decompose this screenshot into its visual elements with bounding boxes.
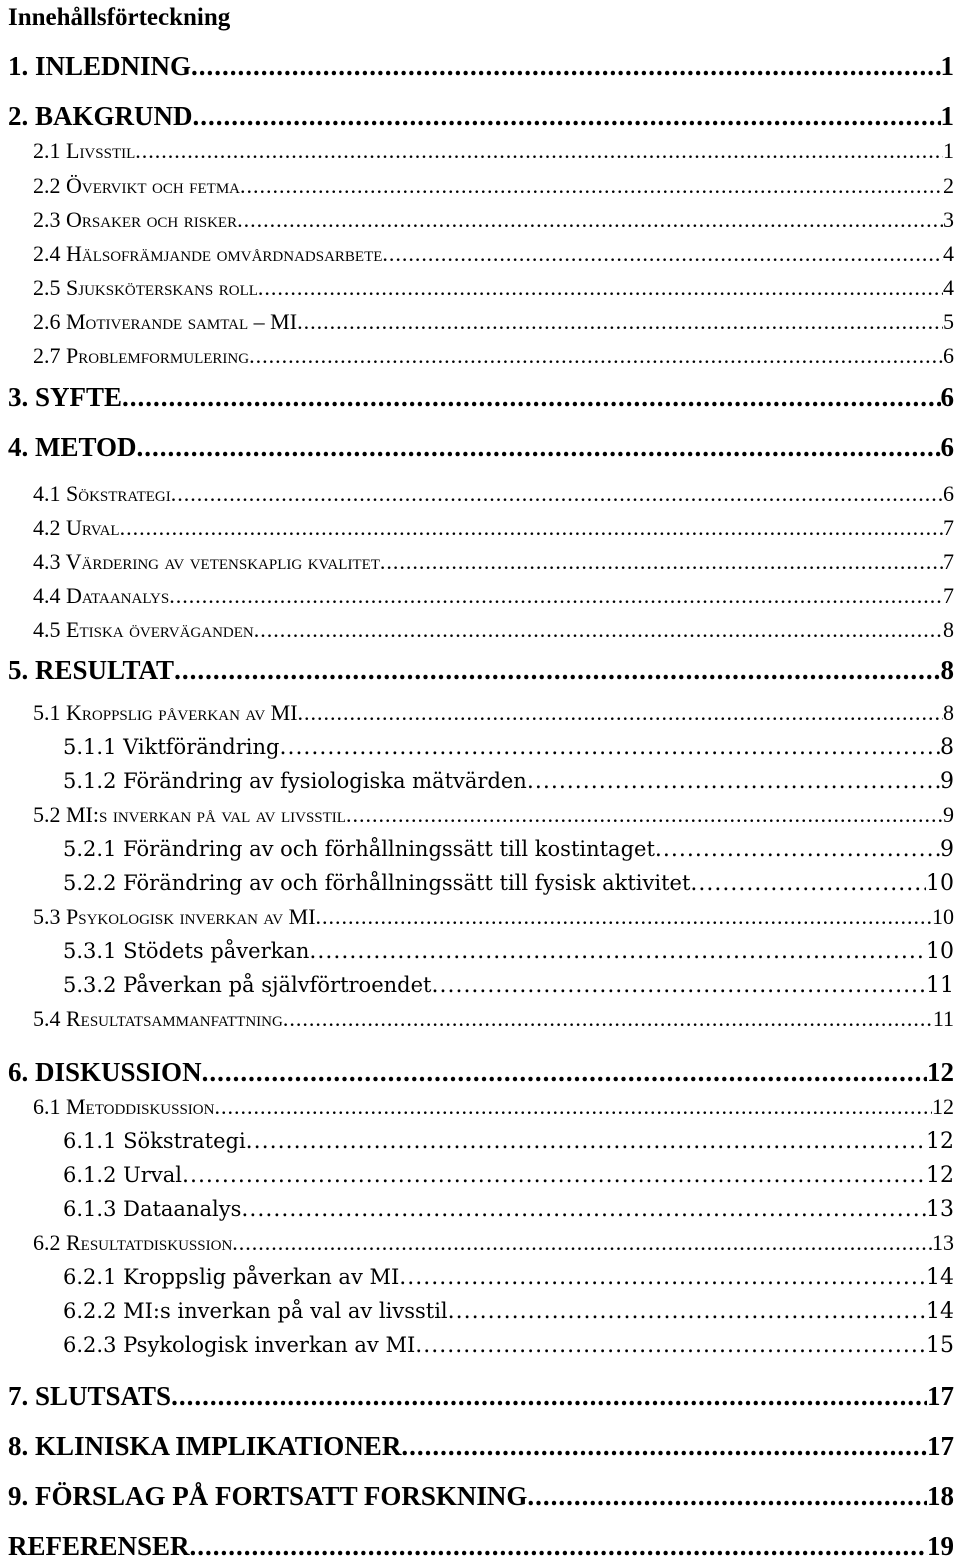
dot-leader: [415, 1329, 926, 1363]
dot-leader: [191, 46, 940, 86]
toc-entry-label: 4.5 Etiska överväganden: [33, 617, 254, 642]
toc-entry-page-number: 12: [932, 1094, 954, 1119]
dot-leader: [174, 650, 940, 690]
toc-entry-label: 4.3 Värdering av vetenskaplig kvalitet: [33, 549, 380, 574]
toc-entry-page-number: 17: [927, 1431, 954, 1461]
toc-entry-label: 6. DISKUSSION: [8, 1057, 202, 1087]
toc-entry-level2[interactable]: [0, 134, 960, 168]
toc-entry-page-number: 1: [943, 138, 954, 163]
toc-entry-level2[interactable]: [0, 305, 960, 339]
toc-entry-label: 8. KLINISKA IMPLIKATIONER: [8, 1431, 402, 1461]
toc-entry-label: 2. BAKGRUND: [8, 101, 193, 131]
toc-entry-label: 6.2.2 MI:s inverkan på val av livsstil: [63, 1299, 448, 1323]
dot-leader: [193, 96, 941, 136]
toc-entry-page-number: 17: [927, 1381, 954, 1411]
toc-entry-page-number: 12: [927, 1057, 954, 1087]
toc-entry-level2[interactable]: [0, 477, 960, 511]
toc-entry-page-number: 18: [927, 1481, 954, 1511]
dot-leader: [380, 545, 943, 579]
dot-leader: [279, 731, 940, 765]
toc-entry-label: 2.4 Hälsofrämjande omvårdnadsarbete: [33, 241, 383, 266]
toc-entry-level3[interactable]: [0, 934, 960, 968]
toc-entry-page-number: 6: [943, 481, 954, 506]
toc-entry-label: 6.2.3 Psykologisk inverkan av MI: [63, 1333, 416, 1357]
toc-entry-label: 2.3 Orsaker och risker: [33, 207, 238, 232]
toc-entry-level3[interactable]: [0, 1328, 960, 1362]
toc-entry-level3[interactable]: [0, 1158, 960, 1192]
toc-entry-level2[interactable]: [0, 613, 960, 647]
toc-entry-label: 5. RESULTAT: [8, 655, 175, 685]
dot-leader: [316, 900, 932, 934]
dot-leader: [120, 511, 943, 545]
toc-entry-label: 2.7 Problemformulering: [33, 343, 250, 368]
toc-entry-page-number: 6: [940, 432, 954, 462]
toc-entry-label: 2.6 Motiverande samtal – MI: [33, 309, 298, 334]
toc-entry-level3[interactable]: [0, 866, 960, 900]
dot-leader: [527, 1476, 927, 1516]
toc-entry-label: 4. METOD: [8, 432, 137, 462]
toc-entry-page-number: 8: [943, 700, 954, 725]
dot-leader: [431, 969, 926, 1003]
toc-entry-page-number: 11: [926, 973, 954, 998]
toc-entry-level2[interactable]: [0, 1226, 960, 1260]
dot-leader: [249, 339, 943, 373]
toc-entry-level2[interactable]: [0, 203, 960, 237]
toc-entry-label: 4.2 Urval: [33, 515, 120, 540]
toc-entry-page-number: 6: [943, 343, 954, 368]
dot-leader: [401, 1426, 927, 1466]
toc-entry-level3[interactable]: [0, 1192, 960, 1226]
toc-entry-label: 5.1.2 Förändring av fysiologiska mätvärden: [63, 769, 527, 793]
dot-leader: [399, 1261, 926, 1295]
toc-entry-label: 9. FÖRSLAG PÅ FORTSATT FORSKNING: [8, 1481, 528, 1511]
toc-entry-level3[interactable]: [0, 1260, 960, 1294]
toc-entry-page-number: 8: [943, 617, 954, 642]
toc-entry-label: 6.1.1 Sökstrategi: [63, 1129, 246, 1153]
toc-entry-level2[interactable]: [0, 900, 960, 934]
dot-leader: [171, 477, 943, 511]
toc-entry-label: 5.1 Kroppslig påverkan av MI: [33, 700, 298, 725]
toc-entry-level2[interactable]: [0, 579, 960, 613]
toc-entry-label: 4.4 Dataanalys: [33, 583, 170, 608]
toc-entry-label: 5.2 MI:s inverkan på val av livsstil: [33, 802, 346, 827]
toc-entry-level3[interactable]: [0, 832, 960, 866]
toc-entry-level1[interactable]: [0, 650, 960, 690]
toc-entry-page-number: 4: [943, 241, 954, 266]
toc-entry-page-number: 3: [943, 207, 954, 232]
dot-leader: [171, 1376, 927, 1416]
dot-leader: [169, 579, 943, 613]
toc-entry-label: 5.3 Psykologisk inverkan av MI: [33, 904, 316, 929]
toc-entry-level1[interactable]: [0, 1052, 960, 1092]
toc-entry-page-number: 10: [932, 904, 954, 929]
page-title: Innehållsförteckning: [8, 4, 231, 31]
toc-entry-page-number: 9: [943, 802, 954, 827]
toc-entry-level2[interactable]: [0, 1002, 960, 1036]
toc-entry-level1[interactable]: [0, 1426, 960, 1466]
dot-leader: [241, 1193, 926, 1227]
toc-entry-page-number: 11: [932, 1006, 954, 1031]
toc-entry-page-number: 14: [926, 1265, 954, 1290]
toc-entry-page-number: 2: [943, 173, 954, 198]
toc-entry-page-number: 10: [926, 939, 954, 964]
toc-entry-label: 5.3.1 Stödets påverkan: [63, 939, 310, 963]
toc-entry-page-number: 12: [926, 1163, 954, 1188]
dot-leader: [382, 237, 943, 271]
toc-entry-level2[interactable]: [0, 545, 960, 579]
toc-entry-page-number: 8: [940, 735, 954, 760]
toc-entry-level1[interactable]: [0, 46, 960, 86]
toc-entry-page-number: 1: [940, 101, 954, 131]
toc-entry-page-number: 13: [932, 1230, 954, 1255]
dot-leader: [258, 271, 943, 305]
dot-leader: [309, 935, 926, 969]
toc-entry-level3[interactable]: [0, 1124, 960, 1158]
dot-leader: [137, 427, 941, 467]
dot-leader: [298, 696, 943, 730]
toc-entry-page-number: 9: [940, 837, 954, 862]
toc-entry-page-number: 7: [943, 583, 954, 608]
dot-leader: [122, 377, 940, 417]
toc-entry-page-number: 6: [940, 382, 954, 412]
toc-entry-label: 2.5 Sjuksköterskans roll: [33, 275, 258, 300]
toc-entry-page-number: 8: [940, 655, 954, 685]
dot-leader: [527, 765, 940, 799]
toc-entry-label: 6.1.3 Dataanalys: [63, 1197, 242, 1221]
dot-leader: [346, 798, 943, 832]
toc-entry-page-number: 19: [927, 1531, 954, 1561]
toc-entry-level1[interactable]: [0, 1476, 960, 1516]
toc-entry-level1[interactable]: [0, 1376, 960, 1416]
toc-entry-level2[interactable]: [0, 271, 960, 305]
toc-entry-page-number: 1: [940, 51, 954, 81]
toc-entry-page-number: 7: [943, 549, 954, 574]
toc-entry-level2[interactable]: [0, 237, 960, 271]
dot-leader: [448, 1295, 926, 1329]
toc-entry-level2[interactable]: [0, 169, 960, 203]
dot-leader: [237, 203, 943, 237]
toc-entry-level3[interactable]: [0, 968, 960, 1002]
toc-entry-label: REFERENSER: [8, 1531, 190, 1561]
dot-leader: [240, 169, 943, 203]
toc-entry-level3[interactable]: [0, 1294, 960, 1328]
toc-entry-page-number: 13: [926, 1197, 954, 1222]
toc-entry-label: 4.1 Sökstrategi: [33, 481, 171, 506]
toc-entry-label: 7. SLUTSATS: [8, 1381, 172, 1411]
toc-entry-level3[interactable]: [0, 730, 960, 764]
toc-entry-level1[interactable]: [0, 377, 960, 417]
toc-entry-label: 3. SYFTE: [8, 382, 123, 412]
toc-entry-page-number: 4: [943, 275, 954, 300]
toc-entry-label: 5.1.1 Viktförändring: [63, 735, 280, 759]
toc-entry-label: 6.1.2 Urval: [63, 1163, 182, 1187]
toc-entry-label: 2.1 Livsstil: [33, 138, 136, 163]
toc-entry-label: 5.2.1 Förändring av och förhållningssätt till kostintaget: [63, 837, 655, 861]
dot-leader: [254, 613, 943, 647]
toc-entry-label: 2.2 Övervikt och fetma: [33, 173, 241, 198]
toc-entry-level2[interactable]: [0, 798, 960, 832]
toc-entry-level2[interactable]: [0, 339, 960, 373]
dot-leader: [297, 305, 943, 339]
toc-entry-page-number: 5: [943, 309, 954, 334]
toc-entry-page-number: 12: [926, 1129, 954, 1154]
toc-entry-level2[interactable]: [0, 511, 960, 545]
dot-leader: [202, 1052, 927, 1092]
dot-leader: [182, 1159, 926, 1193]
dot-leader: [232, 1226, 932, 1260]
toc-entry-label: 5.2.2 Förändring av och förhållningssätt till fysisk aktivitet: [63, 871, 691, 895]
toc-entry-level1[interactable]: [0, 1526, 960, 1566]
toc-entry-page-number: 7: [943, 515, 954, 540]
toc-entry-label: 5.4 Resultatsammanfattning: [33, 1006, 283, 1031]
toc-entry-level1[interactable]: [0, 96, 960, 136]
toc-entry-label: 6.2.1 Kroppslig påverkan av MI: [63, 1265, 400, 1289]
toc-entry-label: 6.2 Resultatdiskussion: [33, 1230, 233, 1255]
toc-entry-label: 5.3.2 Påverkan på självförtroendet: [63, 973, 432, 997]
dot-leader: [135, 134, 943, 168]
toc-entry-label: 1. INLEDNING: [8, 51, 192, 81]
toc-entry-level2[interactable]: [0, 1090, 960, 1124]
toc-entry-page-number: 14: [926, 1299, 954, 1324]
toc-entry-label: 6.1 Metoddiskussion: [33, 1094, 215, 1119]
dot-leader: [283, 1002, 933, 1036]
dot-leader: [190, 1526, 927, 1566]
dot-leader: [214, 1090, 932, 1124]
toc-entry-level3[interactable]: [0, 764, 960, 798]
toc-entry-level1[interactable]: [0, 427, 960, 467]
toc-entry-page-number: 10: [926, 871, 954, 896]
toc-entry-page-number: 9: [940, 769, 954, 794]
toc-entry-page-number: 15: [926, 1333, 954, 1358]
dot-leader: [655, 833, 940, 867]
toc-entry-level2[interactable]: [0, 696, 960, 730]
dot-leader: [690, 867, 926, 901]
dot-leader: [246, 1125, 926, 1159]
